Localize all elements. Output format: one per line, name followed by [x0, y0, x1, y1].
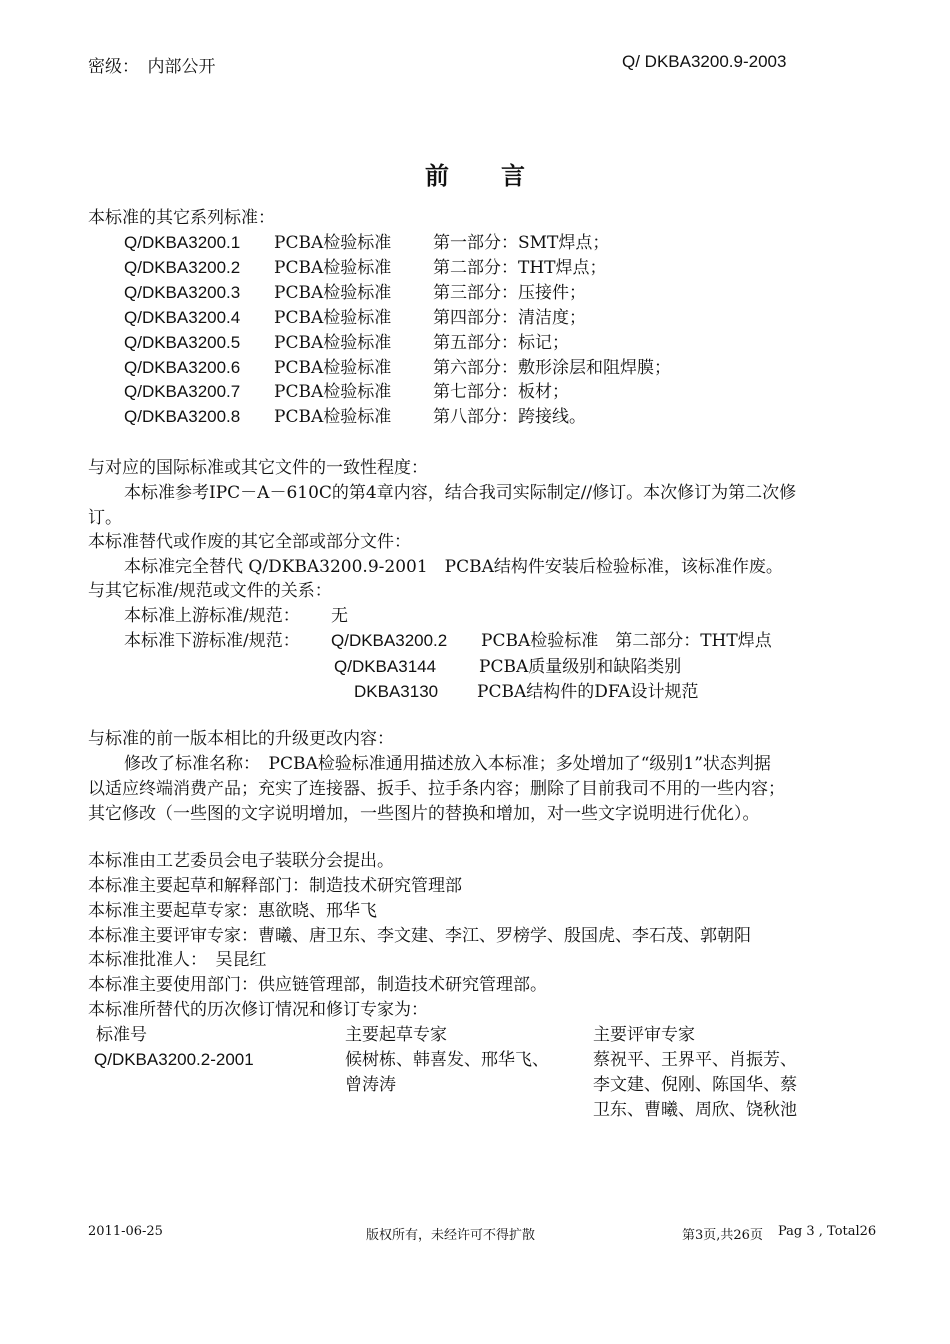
- downstream-name-3: PCBA结构件的DFA设计规范: [477, 682, 699, 702]
- series-code-4: Q/DKBA3200.4: [124, 308, 241, 327]
- series-code-3: Q/DKBA3200.3: [124, 283, 241, 302]
- info-line-3: 本标准主要起草专家：惠欲晓、邢华飞: [88, 901, 377, 921]
- document-id: Q/ DKBA3200.9-2003: [622, 52, 787, 71]
- series-name-2: PCBA检验标准: [274, 258, 392, 278]
- history-header-reviewers: 主要评审专家: [593, 1025, 695, 1045]
- series-name-3: PCBA检验标准: [274, 283, 392, 303]
- info-line-6: 本标准主要使用部门：供应链管理部，制造技术研究管理部。: [88, 975, 547, 995]
- info-line-7: 本标准所替代的历次修订情况和修订专家为：: [88, 1000, 428, 1020]
- changes-line-2: 以适应终端消费产品；充实了连接器、扳手、拉手条内容；删除了目前我司不用的一些内容；: [88, 779, 785, 799]
- history-drafters-2: 曾涛涛: [345, 1075, 396, 1095]
- series-part-6: 第六部分：敷形涂层和阻焊膜；: [433, 358, 671, 378]
- info-line-2: 本标准主要起草和解释部门：制造技术研究管理部: [88, 876, 462, 896]
- consistency-heading: 与对应的国际标准或其它文件的一致性程度：: [88, 458, 428, 478]
- relations-heading: 与其它标准/规范或文件的关系：: [88, 581, 332, 601]
- history-header-code: 标准号: [96, 1025, 147, 1045]
- series-code-5: Q/DKBA3200.5: [124, 333, 241, 352]
- series-name-6: PCBA检验标准: [274, 358, 392, 378]
- series-part-1: 第一部分：SMT焊点；: [433, 233, 610, 253]
- info-line-4: 本标准主要评审专家：曹曦、唐卫东、李文建、李江、罗榜学、殷国虎、李石茂、郭朝阳: [88, 926, 751, 946]
- series-part-2: 第二部分：THT焊点；: [433, 258, 607, 278]
- footer-copyright: 版权所有，未经许可不得扩散: [366, 1228, 536, 1243]
- history-reviewers-2: 李文建、倪刚、陈国华、蔡: [593, 1075, 797, 1095]
- series-code-1: Q/DKBA3200.1: [124, 233, 241, 252]
- upstream-label: 本标准上游标准/规范：: [124, 606, 300, 626]
- downstream-label: 本标准下游标准/规范：: [124, 631, 300, 651]
- title-char-2: 言: [501, 161, 525, 190]
- info-line-5: 本标准批准人： 吴昆红: [88, 950, 267, 970]
- info-line-1: 本标准由工艺委员会电子装联分会提出。: [88, 851, 394, 871]
- title-char-1: 前: [425, 161, 449, 190]
- history-drafters-1: 候树栋、韩喜发、邢华飞、: [345, 1050, 549, 1070]
- changes-line-1: 修改了标准名称： PCBA检验标准通用描述放入本标准；多处增加了“级别1”状态判据: [124, 754, 771, 774]
- footer-page-en: Pag 3 , Total26: [778, 1224, 877, 1239]
- footer-date: 2011-06-25: [88, 1224, 163, 1239]
- downstream-code-1: Q/DKBA3200.2: [331, 631, 448, 650]
- consistency-line-1: 本标准参考IPC－A－610C的第4章内容，结合我司实际制定//修订。本次修订为第二次修: [124, 483, 797, 503]
- series-code-2: Q/DKBA3200.2: [124, 258, 241, 277]
- series-code-7: Q/DKBA3200.7: [124, 382, 241, 401]
- history-code: Q/DKBA3200.2-2001: [94, 1050, 254, 1069]
- series-part-5: 第五部分：标记；: [433, 333, 569, 353]
- history-reviewers-1: 蔡祝平、王界平、肖振芳、: [593, 1050, 797, 1070]
- changes-heading: 与标准的前一版本相比的升级更改内容：: [88, 729, 394, 749]
- series-name-4: PCBA检验标准: [274, 308, 392, 328]
- series-part-7: 第七部分：板材；: [433, 382, 569, 402]
- history-reviewers-3: 卫东、曹曦、周欣、饶秋池: [593, 1100, 797, 1120]
- changes-line-3: 其它修改（一些图的文字说明增加，一些图片的替换和增加，对一些文字说明进行优化）。: [88, 804, 760, 824]
- downstream-code-2: Q/DKBA3144: [334, 657, 437, 676]
- replaces-heading: 本标准替代或作废的其它全部或部分文件：: [88, 532, 411, 552]
- history-header-drafters: 主要起草专家: [345, 1025, 447, 1045]
- upstream-value: 无: [331, 606, 348, 626]
- series-heading: 本标准的其它系列标准：: [88, 208, 275, 228]
- series-part-3: 第三部分：压接件；: [433, 283, 586, 303]
- series-part-4: 第四部分：清洁度；: [433, 308, 586, 328]
- series-name-1: PCBA检验标准: [274, 233, 392, 253]
- page-title: [0, 156, 950, 191]
- consistency-line-2: 订。: [88, 508, 122, 528]
- series-part-8: 第八部分：跨接线。: [433, 407, 586, 427]
- series-code-8: Q/DKBA3200.8: [124, 407, 241, 426]
- series-name-8: PCBA检验标准: [274, 407, 392, 427]
- downstream-name-2: PCBA质量级别和缺陷类别: [479, 657, 682, 677]
- replaces-line: 本标准完全替代 Q/DKBA3200.9-2001 PCBA结构件安装后检验标准，该标准作废。: [124, 557, 783, 577]
- downstream-code-3: DKBA3130: [354, 682, 439, 701]
- downstream-name-1: PCBA检验标准 第二部分：THT焊点: [481, 631, 772, 651]
- footer-page-cn: 第3页,共26页: [682, 1228, 763, 1243]
- series-code-6: Q/DKBA3200.6: [124, 358, 241, 377]
- series-name-5: PCBA检验标准: [274, 333, 392, 353]
- series-name-7: PCBA检验标准: [274, 382, 392, 402]
- security-level: 密级： 内部公开: [88, 57, 216, 77]
